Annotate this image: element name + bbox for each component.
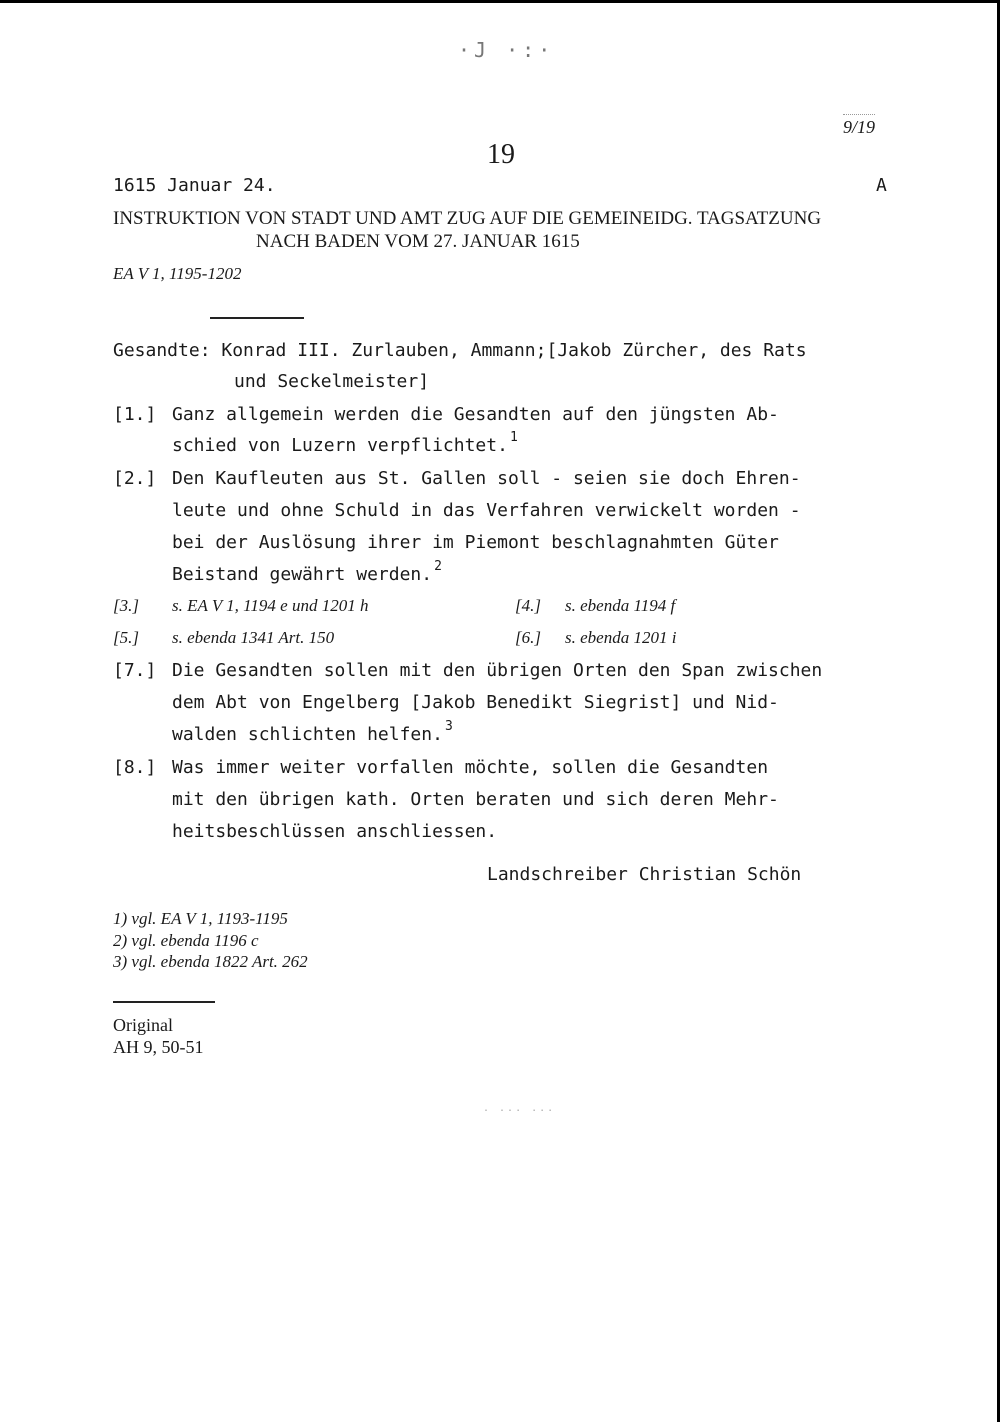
page-border-top: [0, 0, 1000, 3]
document-date: 1615 Januar 24.: [113, 175, 276, 196]
item-number: [8.]: [113, 757, 157, 778]
ref-number: [4.]: [515, 596, 541, 615]
ref-text: s. EA V 1, 1194 e und 1201 h: [172, 596, 369, 615]
footnote-marker: 3: [444, 719, 453, 734]
item-text: dem Abt von Engelberg [Jakob Benedikt Siegrist] und Nid-: [172, 692, 779, 713]
item-text: Was immer weiter vorfallen möchte, sollen die Gesandten: [172, 757, 769, 778]
footnote: 2) vgl. ebenda 1196 c: [113, 931, 259, 950]
item-text: heitsbeschlüssen anschliessen.: [172, 821, 498, 842]
original-label: Original: [113, 1015, 173, 1035]
ref-text: s. ebenda 1341 Art. 150: [172, 628, 335, 647]
ref-number: [5.]: [113, 628, 139, 647]
item-text: leute und ohne Schuld in das Verfahren verwickelt worden -: [172, 500, 801, 521]
footnote: 1) vgl. EA V 1, 1193-1195: [113, 909, 288, 928]
item-text: Den Kaufleuten aus St. Gallen soll - seien sie doch Ehren-: [172, 468, 801, 489]
category-letter: A: [876, 175, 887, 196]
item-number: [1.]: [113, 404, 157, 425]
item-text: mit den übrigen kath. Orten beraten und sich deren Mehr-: [172, 789, 779, 810]
document-number: 19: [487, 139, 515, 170]
ref-text: s. ebenda 1201 i: [565, 628, 677, 647]
archive-reference: AH 9, 50-51: [113, 1037, 204, 1057]
item-text: Beistand gewährt werden. $^2$: [172, 559, 442, 585]
ref-number: [6.]: [515, 628, 541, 647]
item-text: Die Gesandten sollen mit den übrigen Orten den Span zwischen: [172, 660, 823, 681]
footnote: 3) vgl. ebenda 1822 Art. 262: [113, 952, 308, 971]
item-number: [2.]: [113, 468, 157, 489]
scan-artifact: . ... ...: [483, 1103, 556, 1114]
title-line-2: NACH BADEN VOM 27. JANUAR 1615: [256, 231, 580, 252]
item-number: [7.]: [113, 660, 157, 681]
signature: Landschreiber Christian Schön: [487, 864, 802, 885]
envoys-line-2: und Seckelmeister]: [234, 371, 430, 392]
ref-number: [3.]: [113, 596, 139, 615]
item-text: Ganz allgemein werden die Gesandten auf den jüngsten Ab-: [172, 404, 779, 425]
title-line-1: INSTRUKTION VON STADT UND AMT ZUG AUF DIE GEMEINEIDG. TAGSATZUNG: [113, 208, 822, 229]
separator-rule: [113, 1001, 215, 1003]
item-text: schied von Luzern verpflichtet. $^1$: [172, 430, 518, 456]
page-reference: 9/19: [843, 114, 875, 138]
handwritten-mark: ·J ·:·: [458, 38, 555, 62]
ref-text: s. ebenda 1194 f: [565, 596, 676, 615]
footnote-marker: 2: [434, 559, 442, 574]
item-text: bei der Auslösung ihrer im Piemont beschlagnahmten Güter: [172, 532, 779, 553]
envoys-line-1: Gesandte: Konrad III. Zurlauben, Ammann;[Jakob Zürcher, des Rats: [113, 340, 807, 361]
item-text: walden schlichten helfen. $^3$: [172, 719, 453, 745]
footnote-marker: 1: [509, 430, 518, 445]
separator-rule: [210, 317, 304, 319]
source-reference: EA V 1, 1195-1202: [113, 264, 242, 283]
